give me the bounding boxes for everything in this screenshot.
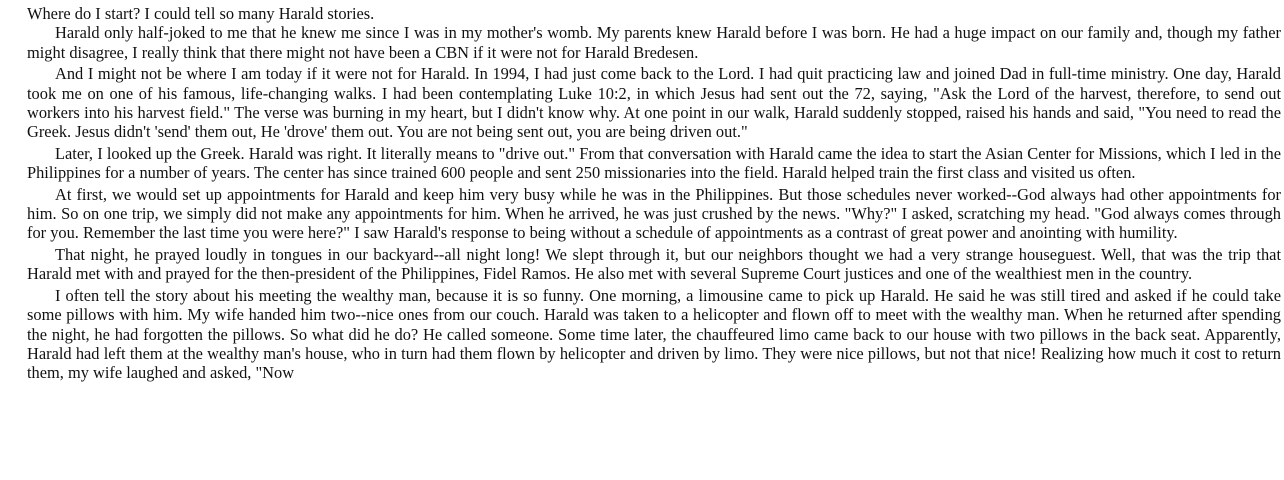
paragraph-appointments: At first, we would set up appointments for Harald and keep him very busy while he was in the Philippines. But those schedules never worked--God always had other appointments for him. So on one trip, we simply did not make any appointments for him. When he arrived, he was just crushed by the news. "Why?" I asked, scratching my head. "God always comes through for you. Remember the last time you were here?" I saw Harald's response to being without a schedule of appointments as a contrast of great power and anointing with humility. [27,184,1281,243]
document-page [27,0,1281,383]
paragraph-pillows: I often tell the story about his meeting the wealthy man, because it is so funny. One morning, a limousine came to pick up Harald. He said he was still tired and asked if he could take some pillows with him. My wife handed him two--nice ones from our couch. Harald was taken to a helicopter and flown off to meet with the wealthy man. When he returned after spending the night, he had forgotten the pillows. So what did he do? He called someone. Some time later, the chauffeured limo came back to our house with two pillows in the back seat. Apparently, Harald had left them at the wealthy man's house, who in turn had them flown by helicopter and driven by limo. They were nice pillows, but not that nice! Realizing how much it cost to return them, my wife laughed and asked, "Now [27,285,1281,383]
paragraph-opening: Where do I start? I could tell so many Harald stories. [27,4,375,23]
paragraph-driven-out: And I might not be where I am today if it were not for Harald. In 1994, I had just come back to the Lord. I had quit practicing law and joined Dad in full-time ministry. One day, Harald took me on one of his famous, life-changing walks. I had been contemplating Luke 10:2, in which Jesus had sent out the 72, saying, "Ask the Lord of the harvest, therefore, to send out workers into his harvest field." The verse was burning in my heart, but I didn't know why. At one point in our walk, Harald suddenly stopped, raised his hands and said, "You need to read the Greek. Jesus didn't 'send' them out, He 'drove' them out. You are not being sent out, you are being driven out." [27,64,1281,142]
paragraph-tongues: That night, he prayed loudly in tongues in our backyard--all night long! We slept through it, but our neighbors thought we had a very strange houseguest. Well, that was the trip that Harald met with and prayed for the then-president of the Philippines, Fidel Ramos. He also met with several Supreme Court justices and one of the wealthiest men in the country. [27,244,1281,284]
paragraph-greek: Later, I looked up the Greek. Harald was right. It literally means to "drive out." From that conversation with Harald came the idea to start the Asian Center for Missions, which I led in the Philippines for a number of years. The center has since trained 600 people and sent 250 missionaries into the field. Harald helped train the first class and visited us often. [27,143,1281,183]
paragraph-half-joked: Harald only half-joked to me that he knew me since I was in my mother's womb. My parents knew Harald before I was born. He had a huge impact on our family and, though my father might disagree, I really think that there might not have been a CBN if it were not for Harald Bredesen. [27,23,1281,62]
